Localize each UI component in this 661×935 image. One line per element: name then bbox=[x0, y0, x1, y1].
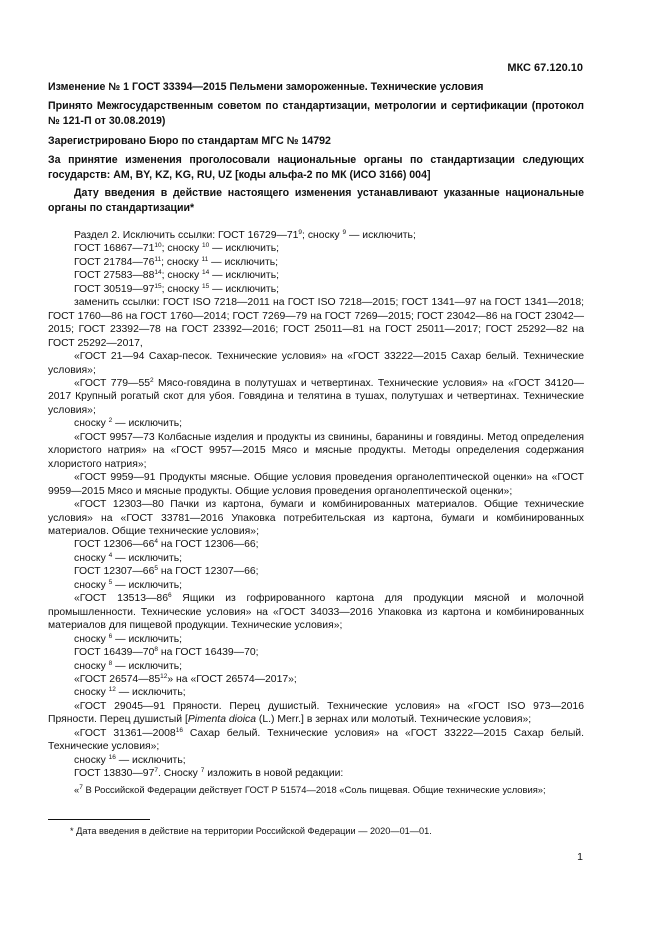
body-paragraph: «ГОСТ 21—94 Сахар-песок. Технические условия» на «ГОСТ 33222—2015 Сахар белый. Технические условия»; bbox=[48, 351, 584, 376]
body-line: ГОСТ $21784—76^{11}$; сноску $^{11}$ — исключить; bbox=[74, 255, 279, 268]
body-paragraph: «ГОСТ 9957—73 Колбасные изделия и продукты из свинины, баранины и говядины. Метод определения хлористого натрия» на «ГОСТ 9957—2015 Мясо и мясные продукты. Методы определения содержания хлористого натрия»; bbox=[48, 431, 584, 470]
body-line: «ГОСТ $26574—85^{12}$» на «ГОСТ 26574—2017»; bbox=[74, 672, 297, 685]
body-paragraph: «ГОСТ $779—55^2$ Мясо-говядина в полутушах и четвертинах. Технические условия» на «ГОСТ 34120—2017 Крупный рогатый скот для убоя. Говядина и телятина в тушах, полутушах и четвертинах. Технические условия»; bbox=[48, 376, 584, 416]
body-line: сноску $^4$ — исключить; bbox=[74, 551, 183, 564]
body-paragraph: «ГОСТ 31361—2008$^{16}$ Сахар белый. Технические условия» на «ГОСТ 33222—2015 Сахар белый. Технические условия»; bbox=[48, 726, 584, 753]
body-line: Раздел 2. Исключить ссылки: ГОСТ $16729—71^9$; сноску $^9$ — исключить; bbox=[74, 229, 416, 241]
registration-statement: Зарегистрировано Бюро по стандартам МГС № 14792 bbox=[48, 135, 331, 147]
page-number: 1 bbox=[577, 851, 583, 863]
body-line: сноску $^{12}$ — исключить; bbox=[74, 686, 186, 699]
body-line: ГОСТ $16439—70^8$ на ГОСТ 16439—70; bbox=[74, 646, 259, 659]
body-paragraph: «ГОСТ 12303—80 Пачки из картона, бумаги и комбинированных материалов. Общие технические условия» на «ГОСТ 33781—2016 Упаковка потребительская из картона, бумаги и комбинированных материалов. Общие технические условия»; bbox=[48, 499, 584, 537]
body-line: сноску $^2$ — исключить; bbox=[74, 417, 183, 430]
body-line: сноску $^6$ — исключить; bbox=[74, 632, 183, 645]
footnote-divider bbox=[48, 819, 150, 820]
body-line: ГОСТ $12307—66^5$ на ГОСТ 12307—66; bbox=[74, 565, 259, 578]
body-line: сноску $^{16}$ — исключить; bbox=[74, 753, 186, 766]
body-line: ГОСТ $12306—66^4$ на ГОСТ 12306—66; bbox=[74, 538, 259, 551]
voting-statement: За принятие изменения проголосовали национальные органы по стандартизации следующих государств: AM, BY, KZ, KG, RU, UZ [коды альфа-2 по МК (ИСО 3166) 004] bbox=[48, 154, 584, 181]
body-line: ГОСТ $13830—97^7$. Сноску $^7$ изложить в новой редакции: bbox=[74, 767, 344, 780]
body-line: сноску $^8$ — исключить; bbox=[74, 659, 183, 672]
footnote: * Дата введения в действие на территории Российской Федерации — 2020—01—01. bbox=[70, 826, 432, 836]
classification-code: МКС 67.120.10 bbox=[507, 62, 583, 74]
body-line: ГОСТ $27583—88^{14}$; сноску $^{14}$ — исключить; bbox=[74, 269, 279, 282]
amendment-title: Изменение № 1 ГОСТ 33394—2015 Пельмени замороженные. Технические условия bbox=[48, 81, 484, 93]
body-line: ГОСТ $16867—71^{10}$; сноску $^{10}$ — исключить; bbox=[74, 242, 279, 255]
body-paragraph: «ГОСТ 9959—91 Продукты мясные. Общие условия проведения органолептической оценки» на «ГОСТ 9959—2015 Мясо и мясные продукты. Общие условия проведения органолептической оценки»; bbox=[48, 472, 584, 497]
body-paragraph: «ГОСТ $13513—86^6$ Ящики из гофрированного картона для продукции мясной и молочной промышленности. Технические условия» на «ГОСТ 34033—2016 Упаковка из картона и комбинированных материалов для пищевой продукции. Технические условия»; bbox=[48, 592, 584, 632]
adopted-statement: Принято Межгосударственным советом по стандартизации, метрологии и сертификации (протокол № 121-П от 30.08.2019) bbox=[48, 100, 584, 127]
body-line: сноску $^5$ — исключить; bbox=[74, 578, 183, 591]
amendment-body bbox=[48, 229, 584, 796]
new-footnote-text: «$^7$ В Российской Федерации действует ГОСТ Р 51574—2018 «Соль пищевая. Общие технические условия»; bbox=[74, 783, 546, 795]
body-paragraph: заменить ссылки: ГОСТ ISO 7218—2011 на ГОСТ ISO 7218—2015; ГОСТ 1341—97 на ГОСТ 1341—2018; ГОСТ 1760—86 на ГОСТ 1760—2014; ГОСТ 7269—79 на ГОСТ 7269—2015; ГОСТ 23042—86 на ГОСТ 23042—2015; ГОСТ 23392—78 на ГОСТ 23392—2016; ГОСТ 25011—81 на ГОСТ 25011—2017; ГОСТ 25292—82 на ГОСТ 25292—2017, bbox=[48, 297, 584, 349]
body-line: ГОСТ $30519—97^{15}$; сноску $^{15}$ — исключить; bbox=[74, 282, 279, 295]
effective-date-statement: Дату введения в действие настоящего изменения устанавливают указанные национальные органы по стандартизации* bbox=[48, 187, 584, 214]
body-paragraph: «ГОСТ 29045—91 Пряности. Перец душистый. Технические условия» на «ГОСТ ISO 973—2016 Пряности. Перец душистый [Pimenta dioica (L.) Merr.] в зернах или молотый. Технические условия»; bbox=[48, 700, 584, 726]
